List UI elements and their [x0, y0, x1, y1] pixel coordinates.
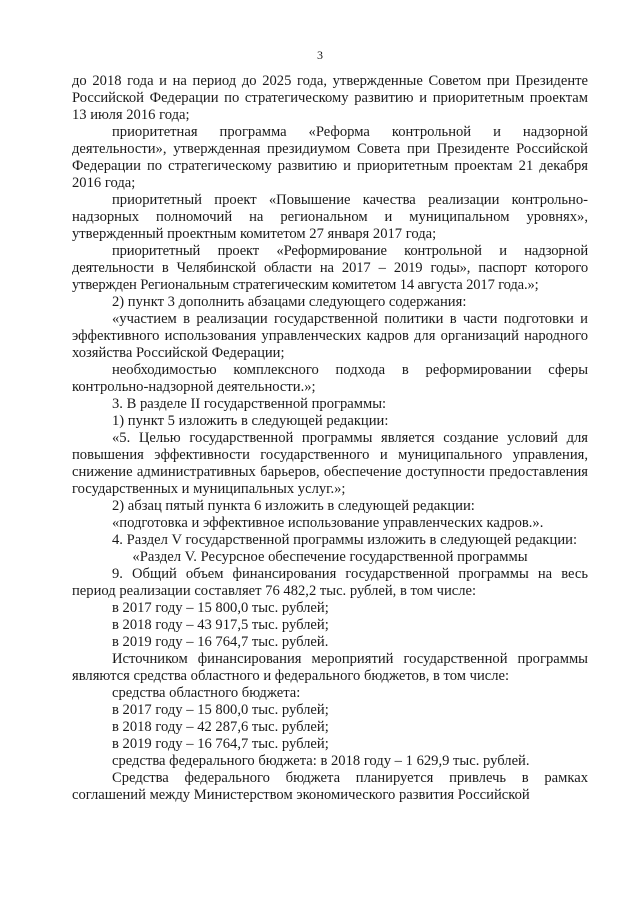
paragraph: приоритетная программа «Реформа контрольной и надзорной деятельности», утвержденная президиумом Совета при Президенте Российской Федерации по стратегическому развитию и приоритетным проектам 21 декабря 2016 года;: [72, 124, 588, 191]
paragraph: в 2018 году – 42 287,6 тыс. рублей;: [112, 719, 329, 735]
section-heading: «Раздел V. Ресурсное обеспечение государственной программы: [132, 549, 528, 565]
paragraph: 3. В разделе II государственной программы:: [112, 396, 387, 412]
paragraph: 4. Раздел V государственной программы изложить в следующей редакции:: [112, 532, 577, 548]
page-number: 3: [317, 48, 323, 62]
document-body: [72, 73, 588, 804]
paragraph: Источником финансирования мероприятий государственной программы являются средства областного и федерального бюджетов, в том числе:: [72, 651, 588, 684]
paragraph: приоритетный проект «Реформирование контрольной и надзорной деятельности в Челябинской области на 2017 – 2019 годы», паспорт которого утвержден Региональным стратегическим комитетом 14 августа 2017 года.»;: [72, 243, 588, 293]
paragraph: 2) пункт 3 дополнить абзацами следующего содержания:: [112, 294, 467, 310]
paragraph: в 2019 году – 16 764,7 тыс. рублей.: [112, 634, 329, 650]
paragraph: в 2018 году – 43 917,5 тыс. рублей;: [112, 617, 329, 633]
paragraph: 1) пункт 5 изложить в следующей редакции:: [112, 413, 389, 429]
paragraph: 2) абзац пятый пункта 6 изложить в следующей редакции:: [112, 498, 475, 514]
paragraph: средства федерального бюджета: в 2018 году – 1 629,9 тыс. рублей.: [112, 753, 530, 769]
paragraph: в 2019 году – 16 764,7 тыс. рублей;: [112, 736, 329, 752]
paragraph: «подготовка и эффективное использование управленческих кадров.».: [112, 515, 544, 531]
paragraph: в 2017 году – 15 800,0 тыс. рублей;: [112, 600, 329, 616]
paragraph: приоритетный проект «Повышение качества реализации контрольно-надзорных полномочий на региональном и муниципальном уровнях», утвержденный проектным комитетом 27 января 2017 года;: [72, 192, 588, 242]
paragraph: средства областного бюджета:: [112, 685, 301, 701]
paragraph: 9. Общий объем финансирования государственной программы на весь период реализации составляет 76 482,2 тыс. рублей, в том числе:: [72, 566, 588, 599]
paragraph: до 2018 года и на период до 2025 года, утвержденные Советом при Президенте Российской Федерации по стратегическому развитию и приоритетным проектам 13 июля 2016 года;: [72, 73, 588, 123]
paragraph: необходимостью комплексного подхода в реформировании сферы контрольно-надзорной деятельности.»;: [72, 362, 588, 395]
paragraph: Средства федерального бюджета планируется привлечь в рамках соглашений между Министерством экономического развития Российской: [72, 770, 588, 803]
paragraph: «5. Целью государственной программы является создание условий для повышения эффективности государственного и муниципального управления, снижение административных барьеров, обеспечение доступности предоставления государственных и муниципальных услуг.»;: [72, 430, 588, 497]
paragraph: «участием в реализации государственной политики в части подготовки и эффективного использования управленческих кадров для организаций народного хозяйства Российской Федерации;: [72, 311, 588, 361]
paragraph: в 2017 году – 15 800,0 тыс. рублей;: [112, 702, 329, 718]
